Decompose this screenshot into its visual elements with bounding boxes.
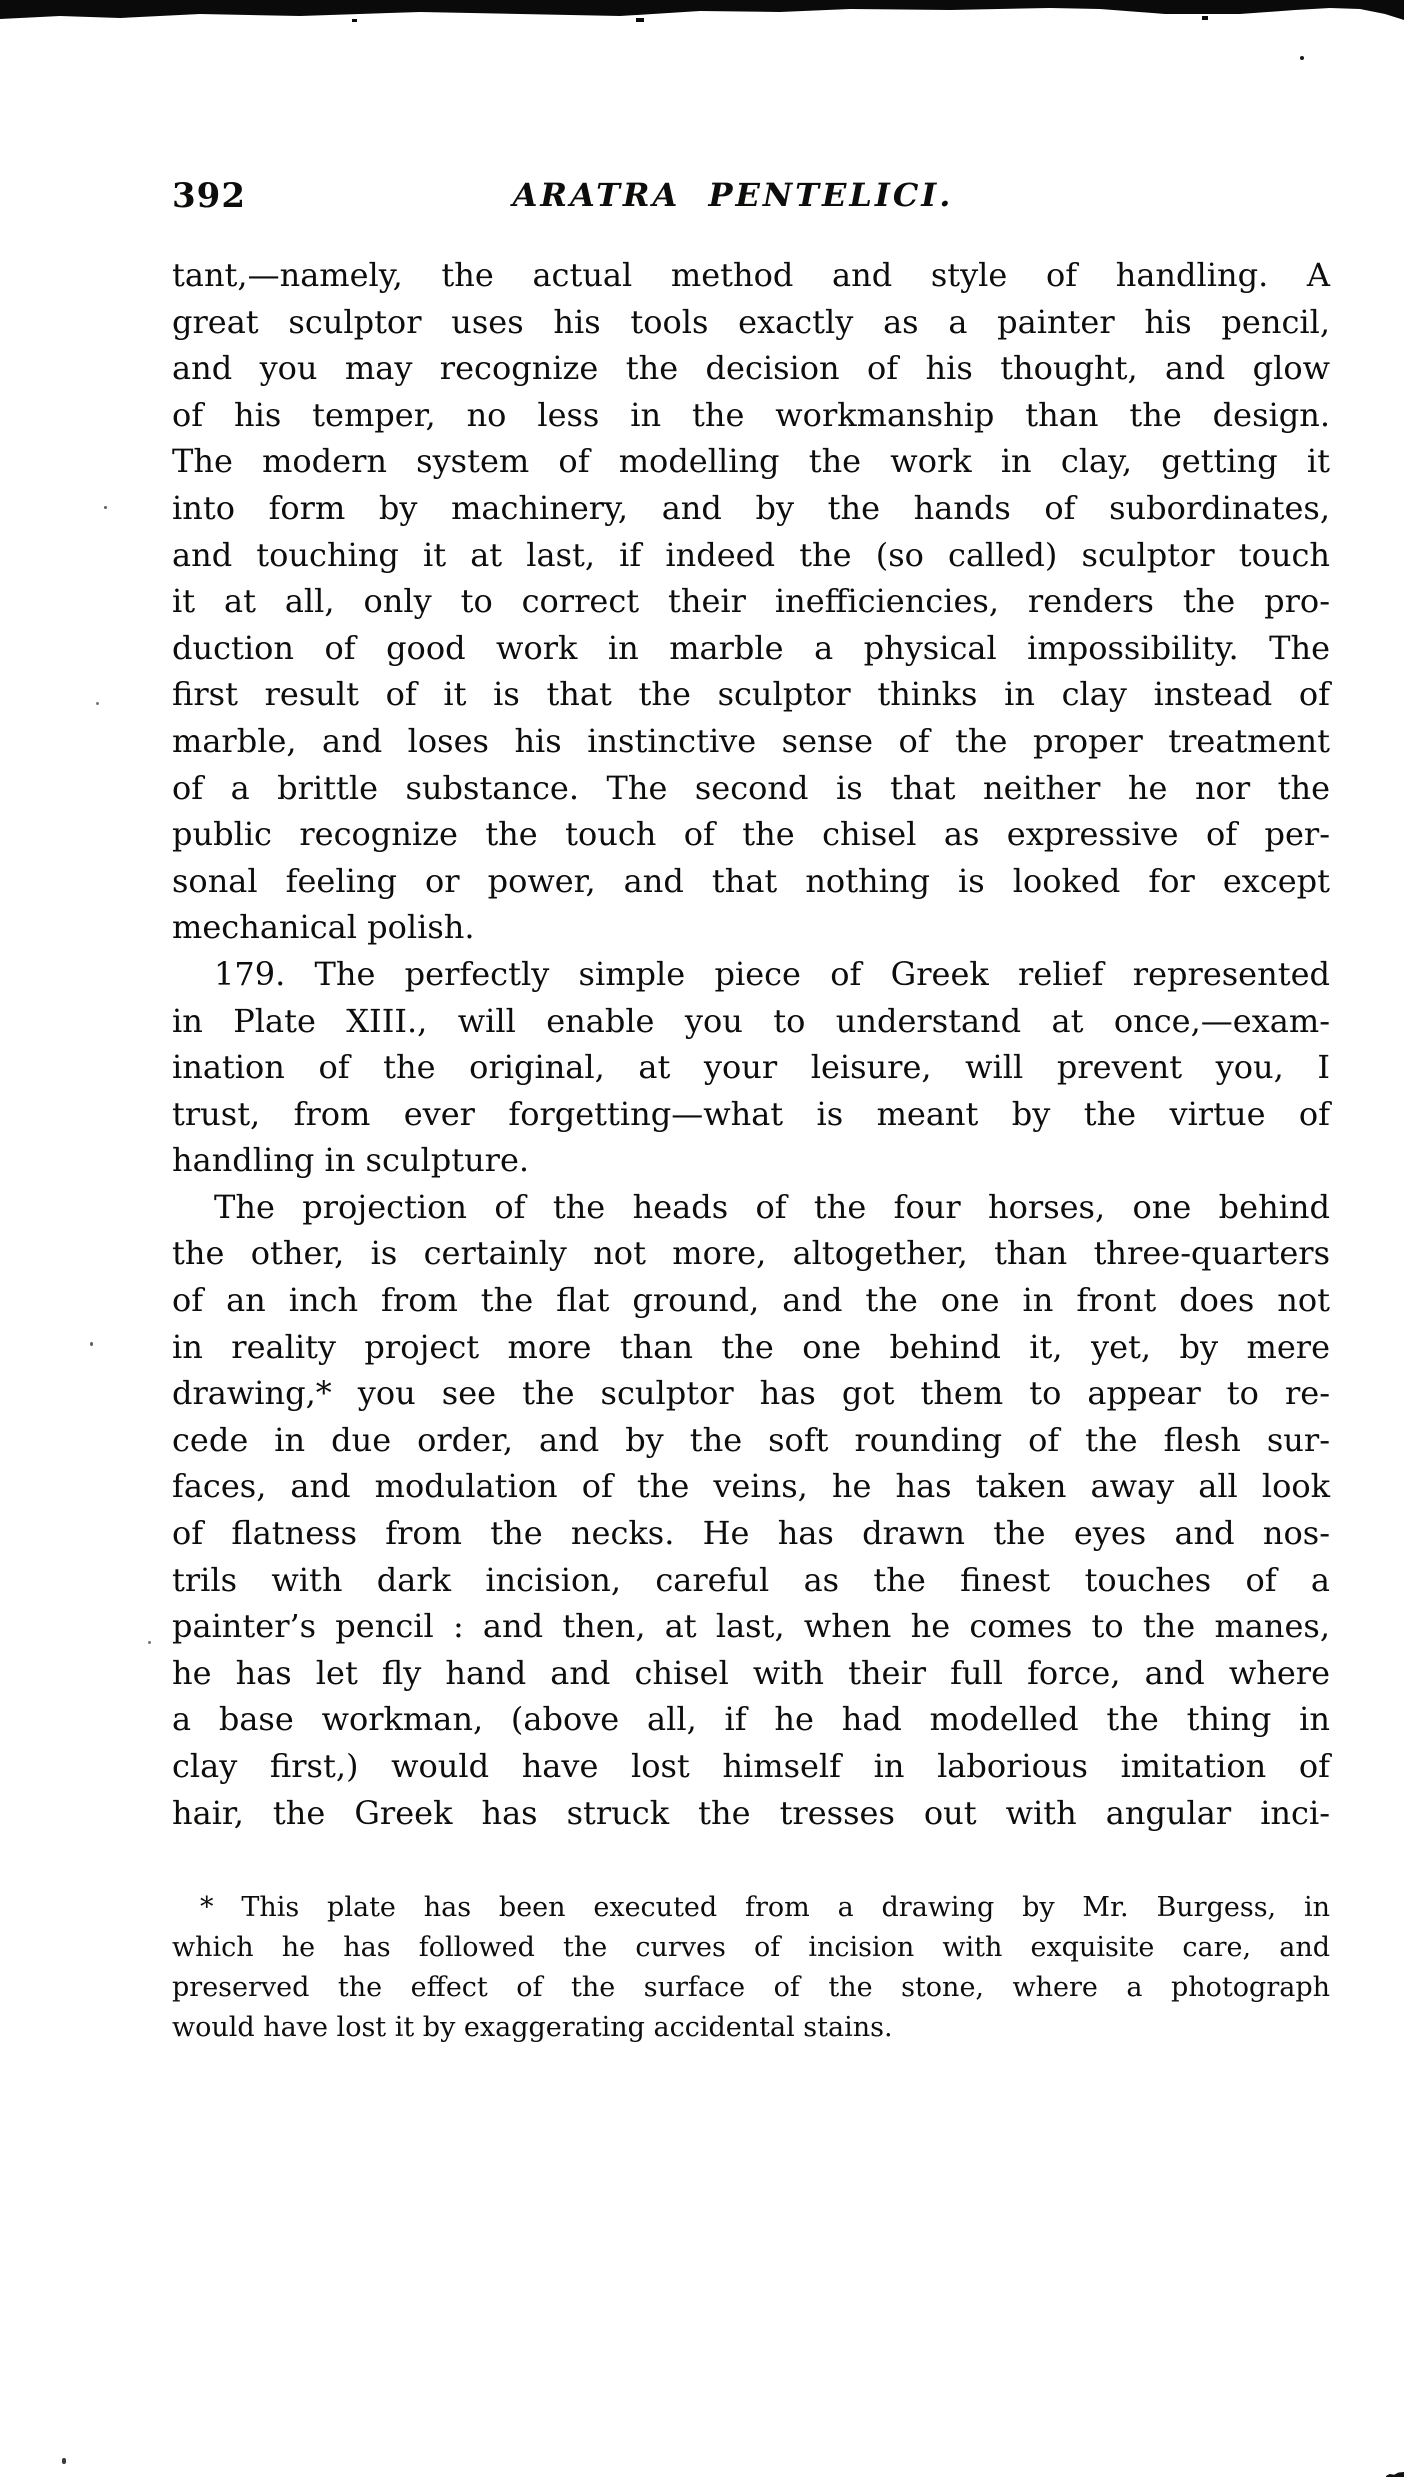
footnote-line: which he has followed the curves of incision with exquisite care, and bbox=[172, 1932, 1330, 1963]
text-line: faces, and modulation of the veins, he has taken away all look bbox=[172, 1467, 1330, 1506]
text-line: ination of the original, at your leisure, will prevent you, I bbox=[172, 1048, 1330, 1087]
scan-speck bbox=[148, 1641, 151, 1644]
text-line: of a brittle substance. The second is that neither he nor the bbox=[172, 768, 1330, 807]
text-line: it at all, only to correct their inefficiencies, renders the pro- bbox=[172, 582, 1330, 621]
text-line: The modern system of modelling the work in clay, getting it bbox=[172, 442, 1330, 481]
scan-speck bbox=[90, 1342, 93, 1346]
text-line: he has let fly hand and chisel with their full force, and where bbox=[172, 1653, 1330, 1692]
text-line: and you may recognize the decision of his thought, and glow bbox=[172, 349, 1330, 388]
text-line: public recognize the touch of the chisel as expressive of per- bbox=[172, 815, 1330, 854]
text-line: in Plate XIII., will enable you to understand at once,—exam- bbox=[172, 1001, 1330, 1040]
scan-artifact-top-band bbox=[0, 0, 1404, 26]
text-line: trils with dark incision, careful as the finest touches of a bbox=[172, 1560, 1330, 1599]
footnote bbox=[172, 1888, 1330, 2048]
paragraph bbox=[172, 951, 1330, 1184]
scan-artifact-bottom-right bbox=[1386, 2472, 1404, 2477]
text-line: the other, is certainly not more, altogether, than three-quarters bbox=[172, 1234, 1330, 1273]
text-line: sonal feeling or power, and that nothing is looked for except bbox=[172, 861, 1330, 900]
text-line: drawing,* you see the sculptor has got them to appear to re- bbox=[172, 1374, 1330, 1413]
scan-speck bbox=[1300, 56, 1304, 60]
text-line: a base workman, (above all, if he had modelled the thing in bbox=[172, 1700, 1330, 1739]
scan-speck bbox=[62, 2458, 66, 2464]
scan-speck bbox=[104, 506, 107, 509]
text-line: mechanical polish. bbox=[172, 908, 475, 947]
scan-speck bbox=[96, 702, 99, 705]
text-line: handling in sculpture. bbox=[172, 1141, 530, 1180]
paragraph bbox=[172, 252, 1330, 951]
text-line: trust, from ever forgetting—what is meant by the virtue of bbox=[172, 1094, 1330, 1133]
text-line: marble, and loses his instinctive sense of the proper treatment bbox=[172, 721, 1330, 760]
text-line: hair, the Greek has struck the tresses out with angular inci- bbox=[172, 1793, 1330, 1832]
paragraph bbox=[172, 1184, 1330, 1836]
text-line: tant,—namely, the actual method and style of handling. A bbox=[172, 256, 1330, 294]
text-line: of an inch from the flat ground, and the one in front does not bbox=[172, 1281, 1330, 1320]
text-line: and touching it at last, if indeed the (so called) sculptor touch bbox=[172, 535, 1330, 574]
running-title: ARATRA PENTELICI. bbox=[512, 176, 954, 214]
text-line: great sculptor uses his tools exactly as a painter his pencil, bbox=[172, 302, 1330, 341]
page-number: 392 bbox=[172, 176, 246, 216]
text-line: of his temper, no less in the workmanship than the design. bbox=[172, 395, 1330, 434]
footnote-line: * This plate has been executed from a drawing by Mr. Burgess, in bbox=[200, 1892, 1330, 1923]
text-line: 179. The perfectly simple piece of Greek relief represented bbox=[214, 954, 1330, 993]
text-line: clay first,) would have lost himself in laborious imitation of bbox=[172, 1747, 1330, 1785]
text-line: in reality project more than the one behind it, yet, by mere bbox=[172, 1327, 1330, 1366]
text-line: first result of it is that the sculptor thinks in clay instead of bbox=[172, 675, 1330, 714]
footnote-line: would have lost it by exaggerating accidental stains. bbox=[172, 2012, 893, 2043]
text-line: painter’s pencil : and then, at last, when he comes to the manes, bbox=[172, 1607, 1330, 1646]
page-header bbox=[172, 176, 1330, 220]
text-line: of flatness from the necks. He has drawn the eyes and nos- bbox=[172, 1514, 1330, 1553]
text-line: cede in due order, and by the soft rounding of the flesh sur- bbox=[172, 1420, 1330, 1459]
text-line: into form by machinery, and by the hands of subordinates, bbox=[172, 488, 1330, 527]
text-line: The projection of the heads of the four horses, one behind bbox=[214, 1187, 1330, 1226]
body-text bbox=[172, 252, 1330, 1836]
text-line: duction of good work in marble a physical impossibility. The bbox=[172, 628, 1330, 667]
footnote-line: preserved the effect of the surface of the stone, where a photograph bbox=[172, 1972, 1330, 2003]
